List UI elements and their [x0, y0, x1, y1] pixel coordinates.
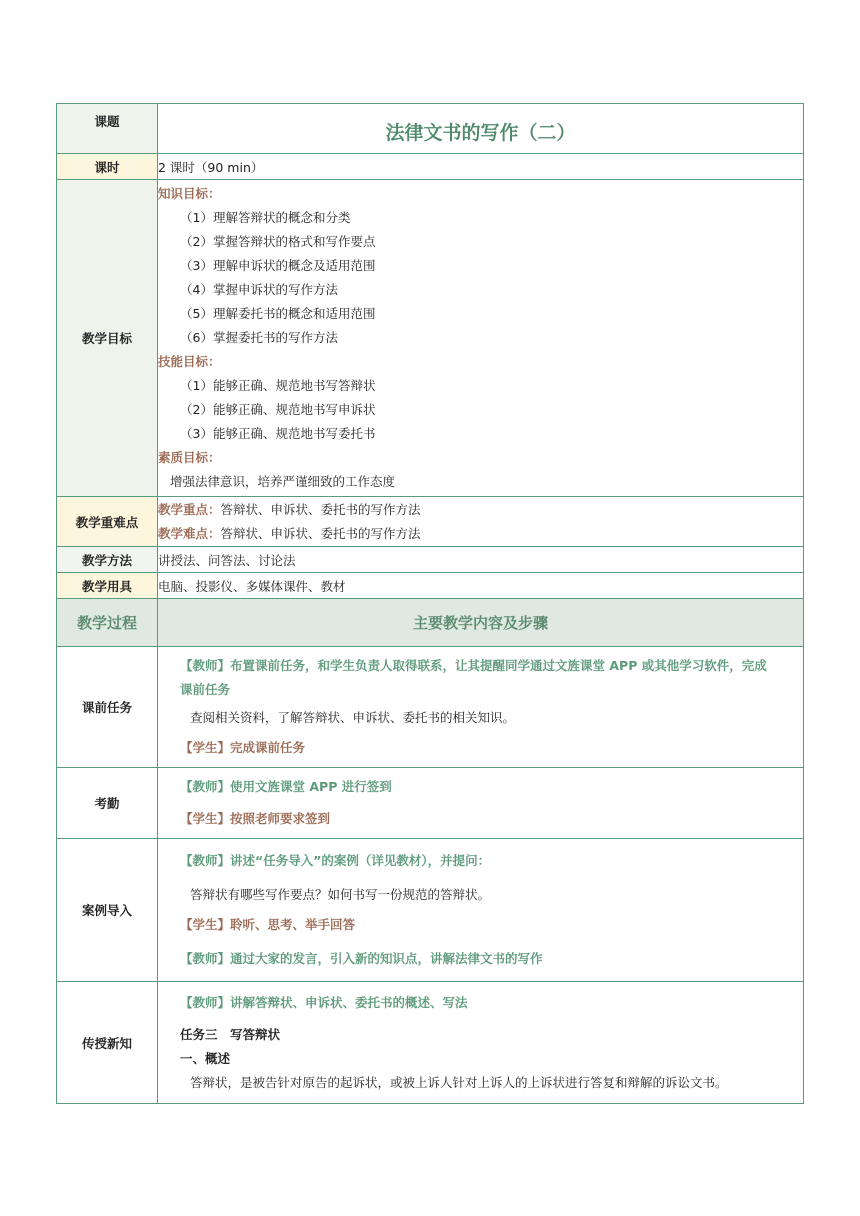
skill-item: （2）能够正确、规范地书写申诉状 — [180, 402, 376, 417]
method-row — [57, 547, 804, 573]
new-knowledge-teacher: 【教师】讲解答辩状、申诉状、委托书的概述、写法 — [180, 994, 468, 1010]
tools-label: 教学用具 — [57, 573, 158, 599]
knowledge-item: （4）掌握申诉状的写作方法 — [180, 282, 338, 297]
attendance-content — [158, 768, 804, 839]
tools-value: 电脑、投影仪、多媒体课件、教材 — [158, 573, 804, 599]
new-knowledge-row — [57, 982, 804, 1104]
quality-heading: 素质目标： — [158, 450, 221, 465]
method-value: 讲授法、问答法、讨论法 — [158, 547, 804, 573]
section-heading: 一、概述 — [180, 1050, 231, 1066]
tools-row — [57, 573, 804, 599]
knowledge-item: （1）理解答辩状的概念和分类 — [180, 210, 351, 225]
key-value: 答辩状、申诉状、委托书的写作方法 — [220, 501, 421, 517]
hours-row — [57, 154, 804, 180]
method-label: 教学方法 — [57, 547, 158, 573]
pre-task-row — [57, 647, 804, 768]
objectives-row — [57, 180, 804, 497]
attendance-teacher: 【教师】使用文旌课堂 APP 进行签到 — [180, 779, 392, 794]
case-teacher-2: 【教师】通过大家的发言，引入新的知识点，讲解法律文书的写作 — [180, 951, 543, 966]
case-label: 案例导入 — [57, 839, 158, 982]
skill-item: （3）能够正确、规范地书写委托书 — [180, 426, 376, 441]
pre-task-student: 【学生】完成课前任务 — [180, 740, 306, 755]
attendance-label: 考勤 — [57, 768, 158, 839]
lesson-plan-table — [56, 103, 804, 1104]
pre-task-label: 课前任务 — [57, 647, 158, 768]
section-body: 答辩状，是被告针对原告的起诉状，或被上诉人针对上诉人的上诉状进行答复和辩解的诉讼文书。 — [190, 1074, 728, 1090]
keypoints-row — [57, 497, 804, 547]
knowledge-item: （3）理解申诉状的概念及适用范围 — [180, 258, 376, 273]
process-header: 主要教学内容及步骤 — [158, 599, 804, 647]
new-knowledge-label: 传授新知 — [57, 982, 158, 1104]
new-knowledge-content — [158, 982, 804, 1104]
knowledge-heading: 知识目标： — [158, 186, 221, 201]
keypoints-content — [158, 497, 804, 547]
case-body: 答辩状有哪些写作要点？如何书写一份规范的答辩状。 — [190, 887, 491, 902]
key-heading: 教学重点： — [158, 501, 221, 517]
objectives-content — [158, 180, 804, 497]
lesson-title: 法律文书的写作（二） — [158, 104, 804, 154]
title-label: 课题 — [57, 104, 158, 154]
skill-heading: 技能目标： — [158, 354, 221, 369]
difficulty-value: 答辩状、申诉状、委托书的写作方法 — [220, 525, 421, 541]
attendance-row — [57, 768, 804, 839]
difficulty-heading: 教学难点： — [158, 525, 221, 541]
process-label: 教学过程 — [57, 599, 158, 647]
skill-item: （1）能够正确、规范地书写答辩状 — [180, 378, 376, 393]
pre-task-teacher: 【教师】布置课前任务，和学生负责人取得联系，让其提醒同学通过文旌课堂 APP 或其他学习软件，完成 课前任务 — [180, 658, 767, 697]
attendance-student: 【学生】按照老师要求签到 — [180, 811, 331, 826]
case-row — [57, 839, 804, 982]
process-header-row — [57, 599, 804, 647]
pre-task-content — [158, 647, 804, 768]
hours-value: 2 课时（90 min） — [158, 154, 804, 180]
case-content — [158, 839, 804, 982]
hours-label: 课时 — [57, 154, 158, 180]
keypoints-label: 教学重难点 — [57, 497, 158, 547]
objectives-label: 教学目标 — [57, 180, 158, 497]
pre-task-body: 查阅相关资料，了解答辩状、申诉状、委托书的相关知识。 — [190, 710, 516, 725]
knowledge-item: （2）掌握答辩状的格式和写作要点 — [180, 234, 376, 249]
title-row — [57, 104, 804, 154]
case-teacher: 【教师】讲述“任务导入”的案例（详见教材），并提问： — [180, 853, 491, 868]
task-heading: 任务三 写答辩状 — [180, 1026, 281, 1042]
case-student: 【学生】聆听、思考、举手回答 — [180, 917, 356, 932]
knowledge-item: （6）掌握委托书的写作方法 — [180, 330, 338, 345]
knowledge-item: （5）理解委托书的概念和适用范围 — [180, 306, 376, 321]
quality-item: 增强法律意识，培养严谨细致的工作态度 — [170, 474, 396, 489]
